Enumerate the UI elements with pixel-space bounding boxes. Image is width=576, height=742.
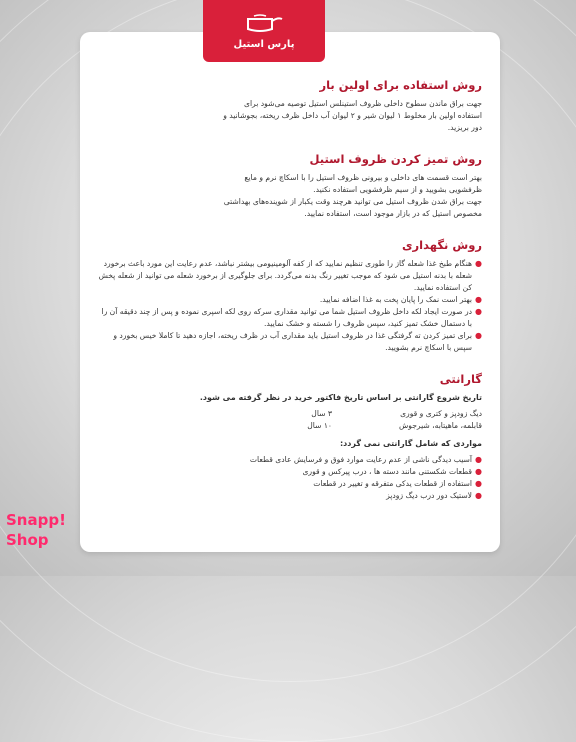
warranty-item-duration: ۳ سال (311, 409, 332, 418)
cleaning-body (98, 172, 482, 220)
text-line: جهت براق ماندن سطوح داخلی ظروف استینلس استیل توصیه می‌شود برای (244, 99, 482, 108)
list-item: ● بهتر است نمک را پایان پخت به غذا اضافه نمایید. (319, 295, 482, 304)
list-item: ● هنگام طبخ غذا شعله گاز را طوری تنظیم نمایید که از کفه آلومینیومی بیشتر نباشد، عدم رعایت این مورد باعث برخورد شعله با بدنه استیل می شود که موجب تغییر رنگ بدنه می‌گردد. برای جلوگیری از برخورد شعله می توانید از شعله پخش کن استفاده نمایید. (98, 259, 482, 292)
list-item: ● قطعات شکستنی مانند دسته ها ، درب پیرکس و قوری (302, 467, 482, 476)
brand-tab (203, 0, 325, 62)
text-line: ظرفشویی بشویید و از سیم ظرفشویی استفاده نکنید. (313, 185, 482, 194)
maintenance-list (98, 258, 482, 354)
document-content (98, 78, 482, 502)
warranty-start-note: تاریخ شروع گارانتی بر اساس تاریخ فاکتور خرید در نظر گرفته می شود. (199, 393, 482, 402)
list-item: ● لاستیک دور درب دیگ زودپز (386, 491, 482, 500)
brand-name: پارس استیل (233, 38, 295, 50)
warranty-item-name: دیگ زودپز و کتری و قوری (400, 409, 482, 418)
first-use-title: روش استفاده برای اولین بار (319, 78, 482, 92)
list-item: ● آسیب دیدگی ناشی از عدم رعایت موارد فوق و فرسایش عادی قطعات (249, 455, 482, 464)
cleaning-title: روش تمیز کردن ظروف استیل (309, 152, 482, 166)
bullet-icon: ● (475, 295, 482, 304)
maintenance-title: روش نگهداری (402, 238, 482, 252)
bullet-icon: ● (475, 491, 482, 500)
maintenance-section (98, 238, 482, 354)
warranty-row (98, 420, 482, 432)
bullet-icon: ● (475, 467, 482, 476)
bullet-icon: ● (475, 331, 482, 340)
exclusions-title: مواردی که شامل گارانتی نمی گردد: (339, 439, 482, 448)
logo-line: Shop (6, 531, 49, 549)
first-use-body (98, 98, 482, 134)
pot-logo-icon (242, 13, 286, 35)
text-line: دور بریزید. (447, 123, 482, 132)
warranty-item-duration: ۱۰ سال (307, 421, 332, 430)
bullet-icon: ● (475, 455, 482, 464)
text-line: مخصوص استیل که در بازار موجود است، استفاده نمایید. (304, 209, 482, 218)
snappshop-logo (6, 510, 68, 550)
text-line: استفاده اولین بار مخلوط ۱ لیوان شیر و ۲ لیوان آب داخل ظرف ریخته، بجوشانید و (223, 111, 482, 120)
first-use-section (98, 78, 482, 134)
exclusions-list (98, 454, 482, 502)
bullet-icon: ● (475, 259, 482, 268)
list-item: ● برای تمیز کردن ته گرفتگی غذا در ظروف استیل باید مقداری آب در ظرف ریخته، اجازه دهید تا کاملا خیس بخورد و سپس با اسکاچ نرم بشویید. (113, 331, 482, 352)
warranty-title: گارانتی (439, 372, 482, 386)
list-item: ● در صورت ایجاد لکه داخل ظروف استیل شما می توانید مقداری سرکه روی لکه اسپری نموده و پس از چند دقیقه آن را با دستمال خشک تمیز کنید، سپس ظروف را شسته و خشک نمایید. (101, 307, 482, 328)
warranty-row (98, 408, 482, 420)
warranty-section (98, 372, 482, 502)
cleaning-section (98, 152, 482, 220)
logo-line: Snapp! (6, 511, 66, 529)
text-line: بهتر است قسمت های داخلی و بیرونی ظروف استیل را با اسکاچ نرم و مایع (244, 173, 482, 182)
text-line: جهت براق شدن ظروف استیل می توانید هرچند وقت یکبار از شوینده‌های بهداشتی (223, 197, 482, 206)
bullet-icon: ● (475, 479, 482, 488)
warranty-item-name: قابلمه، ماهیتابه، شیرجوش (399, 421, 482, 430)
list-item: ● استفاده از قطعات یدکی متفرقه و تغییر در قطعات (313, 479, 482, 488)
bullet-icon: ● (475, 307, 482, 316)
